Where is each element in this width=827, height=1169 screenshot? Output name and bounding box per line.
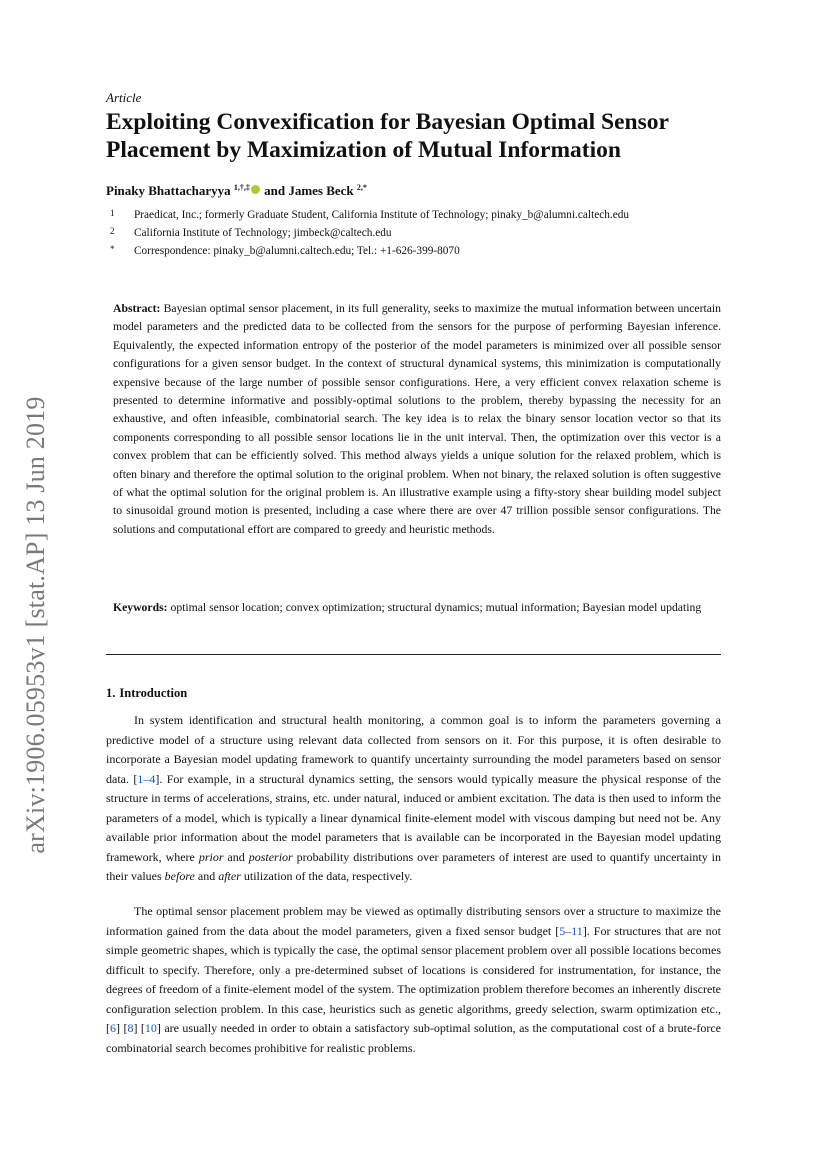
text-run: ]. For structures that are not simple geometric shapes, which is typically the case, the optimal sensor placement problem over all possible locations becomes difficult to specify. Therefore, only a pre-determined subset of locations is considered for instrumentation, for instance, the degrees of freedom of a finite-element model of the system. The optimization problem therefore becomes an inherently discrete configuration selection problem. In this case, heuristics such as genetic algorithms, greedy selection, swarm optimization etc., [ [106, 923, 722, 1035]
affiliation-marker: 2 [110, 226, 115, 236]
text-run: ]. For example, in a structural dynamics setting, the sensors would typically measure the physical response of the structure in terms of accelerations, strains, etc. under natural, induced or ambient excitation. The data is then used to inform the parameters of a model, which is typically a linear dynamical finite-element model with viscous damping but need not be. Any available prior information about the model parameters that is available can be incorporated in the Bayesian model updating framework, where [106, 771, 721, 864]
text-run: and [223, 849, 249, 864]
author-line [106, 183, 367, 199]
affiliation-text: Praedicat, Inc.; formerly Graduate Student, California Institute of Technology; pinaky_b@alumni.caltech.edu [134, 209, 630, 221]
arxiv-stamp-text: arXiv:1906.05953v1 [stat.AP] 13 Jun 2019 [21, 396, 50, 854]
text-run: ] [ [116, 1021, 128, 1035]
keywords [113, 599, 721, 617]
emphasis: posterior [248, 849, 293, 864]
author-connector: and [264, 183, 286, 198]
text-run: In system identification and structural health monitoring, a common goal is to inform the parameters governing a predictive model of a structure using relevant data collected from sensors on it. For this purpose, it is often desirable to incorporate a Bayesian model updating framework to quantify uncertainty surrounding the model parameters based on sensor data. [ [106, 713, 721, 786]
citation-link[interactable]: 6 [110, 1021, 116, 1035]
arxiv-stamp [16, 365, 56, 885]
abstract [113, 300, 721, 539]
keywords-label: Keywords: [113, 601, 168, 614]
citation-link[interactable]: 8 [127, 1021, 134, 1035]
section-divider [106, 654, 721, 655]
abstract-text: Bayesian optimal sensor placement, in its full generality, seeks to maximize the mutual information between uncertain model parameters and the predicted data to be collected from the sensors for the purpose of performing Bayesian inference. Equivalently, the expected information entropy of the posterior of the model parameters is minimized over all possible sensor configurations for a given sensor budget. In the context of structural dynamical systems, this minimization is computationally expensive because of the large number of possible sensor configurations. Here, a very efficient convex relaxation scheme is presented to determine informative and possibly-optimal solutions to the problem, thereby bypassing the necessity for an exhaustive, and often infeasible, combinatorial search. The key idea is to relax the binary sensor location vector so that its components corresponding to all possible sensor locations lie in the unit interval. Then, the optimization over this vector is a convex problem that can be efficiently solved. This method always yields a unique solution for the relaxed problem, which is often binary and therefore the optimal solution to the original problem. When not binary, the relaxed solution is often suggestive of what the optimal solution for the original problem is. An illustrative example using a fifty-story shear building model subject to sinusoidal ground motion is presented, including a case where there are over 47 trillion possible sensor configurations. The solutions and computational effort are compared to greedy and heuristic methods. [113, 302, 722, 536]
section-heading [106, 686, 187, 701]
citation-link[interactable]: 1–4 [137, 771, 156, 786]
emphasis: after [218, 869, 241, 883]
text-run: ] [ [133, 1021, 145, 1035]
affiliation-marker: 1 [110, 208, 115, 218]
citation-link[interactable]: 5–11 [559, 923, 583, 938]
text-run: The optimal sensor placement problem may be viewed as optimally distributing sensors over a structure to maximize the information gained from the data about the model parameters, given a fixed sensor budget [ [106, 904, 721, 938]
author-marks: 1,†,‡ [233, 183, 250, 192]
orcid-icon[interactable] [251, 185, 260, 194]
text-run: ] are usually needed in order to obtain a satisfactory sub-optimal solution, as the computational cost of a brute-force combinatorial search becomes prohibitive for realistic problems. [106, 1021, 721, 1055]
section-title: Introduction [119, 686, 188, 700]
affiliation-list [110, 208, 629, 262]
citation-link[interactable]: 10 [144, 1021, 157, 1035]
text-run: utilization of the data, respectively. [240, 869, 413, 883]
affiliation-text: Correspondence: pinaky_b@alumni.caltech.edu; Tel.: +1-626-399-8070 [134, 245, 460, 257]
text-run: and [194, 869, 219, 883]
keywords-text: optimal sensor location; convex optimization; structural dynamics; mutual information; Bayesian model updating [170, 601, 702, 614]
paper-title: Exploiting Convexification for Bayesian Optimal Sensor Placement by Maximization of Mutual Information [106, 109, 669, 163]
intro-paragraph [106, 902, 721, 1058]
emphasis: before [164, 869, 195, 883]
affiliation-item [110, 244, 629, 262]
affiliation-item [110, 208, 629, 226]
affiliation-marker: * [110, 244, 115, 254]
text-run: probability distributions over parameters of interest are used to quantify uncertainty in their values [106, 849, 722, 883]
section-number: 1. [106, 686, 116, 700]
article-type: Article [106, 90, 142, 105]
author-name: James Beck [288, 183, 354, 198]
affiliation-text: California Institute of Technology; jimbeck@caltech.edu [134, 227, 392, 239]
emphasis: prior [198, 849, 224, 864]
intro-paragraph [106, 711, 721, 887]
author-marks: 2,* [356, 183, 367, 192]
abstract-label: Abstract: [113, 302, 161, 315]
author-name: Pinaky Bhattacharyya [106, 183, 231, 198]
affiliation-item [110, 226, 629, 244]
